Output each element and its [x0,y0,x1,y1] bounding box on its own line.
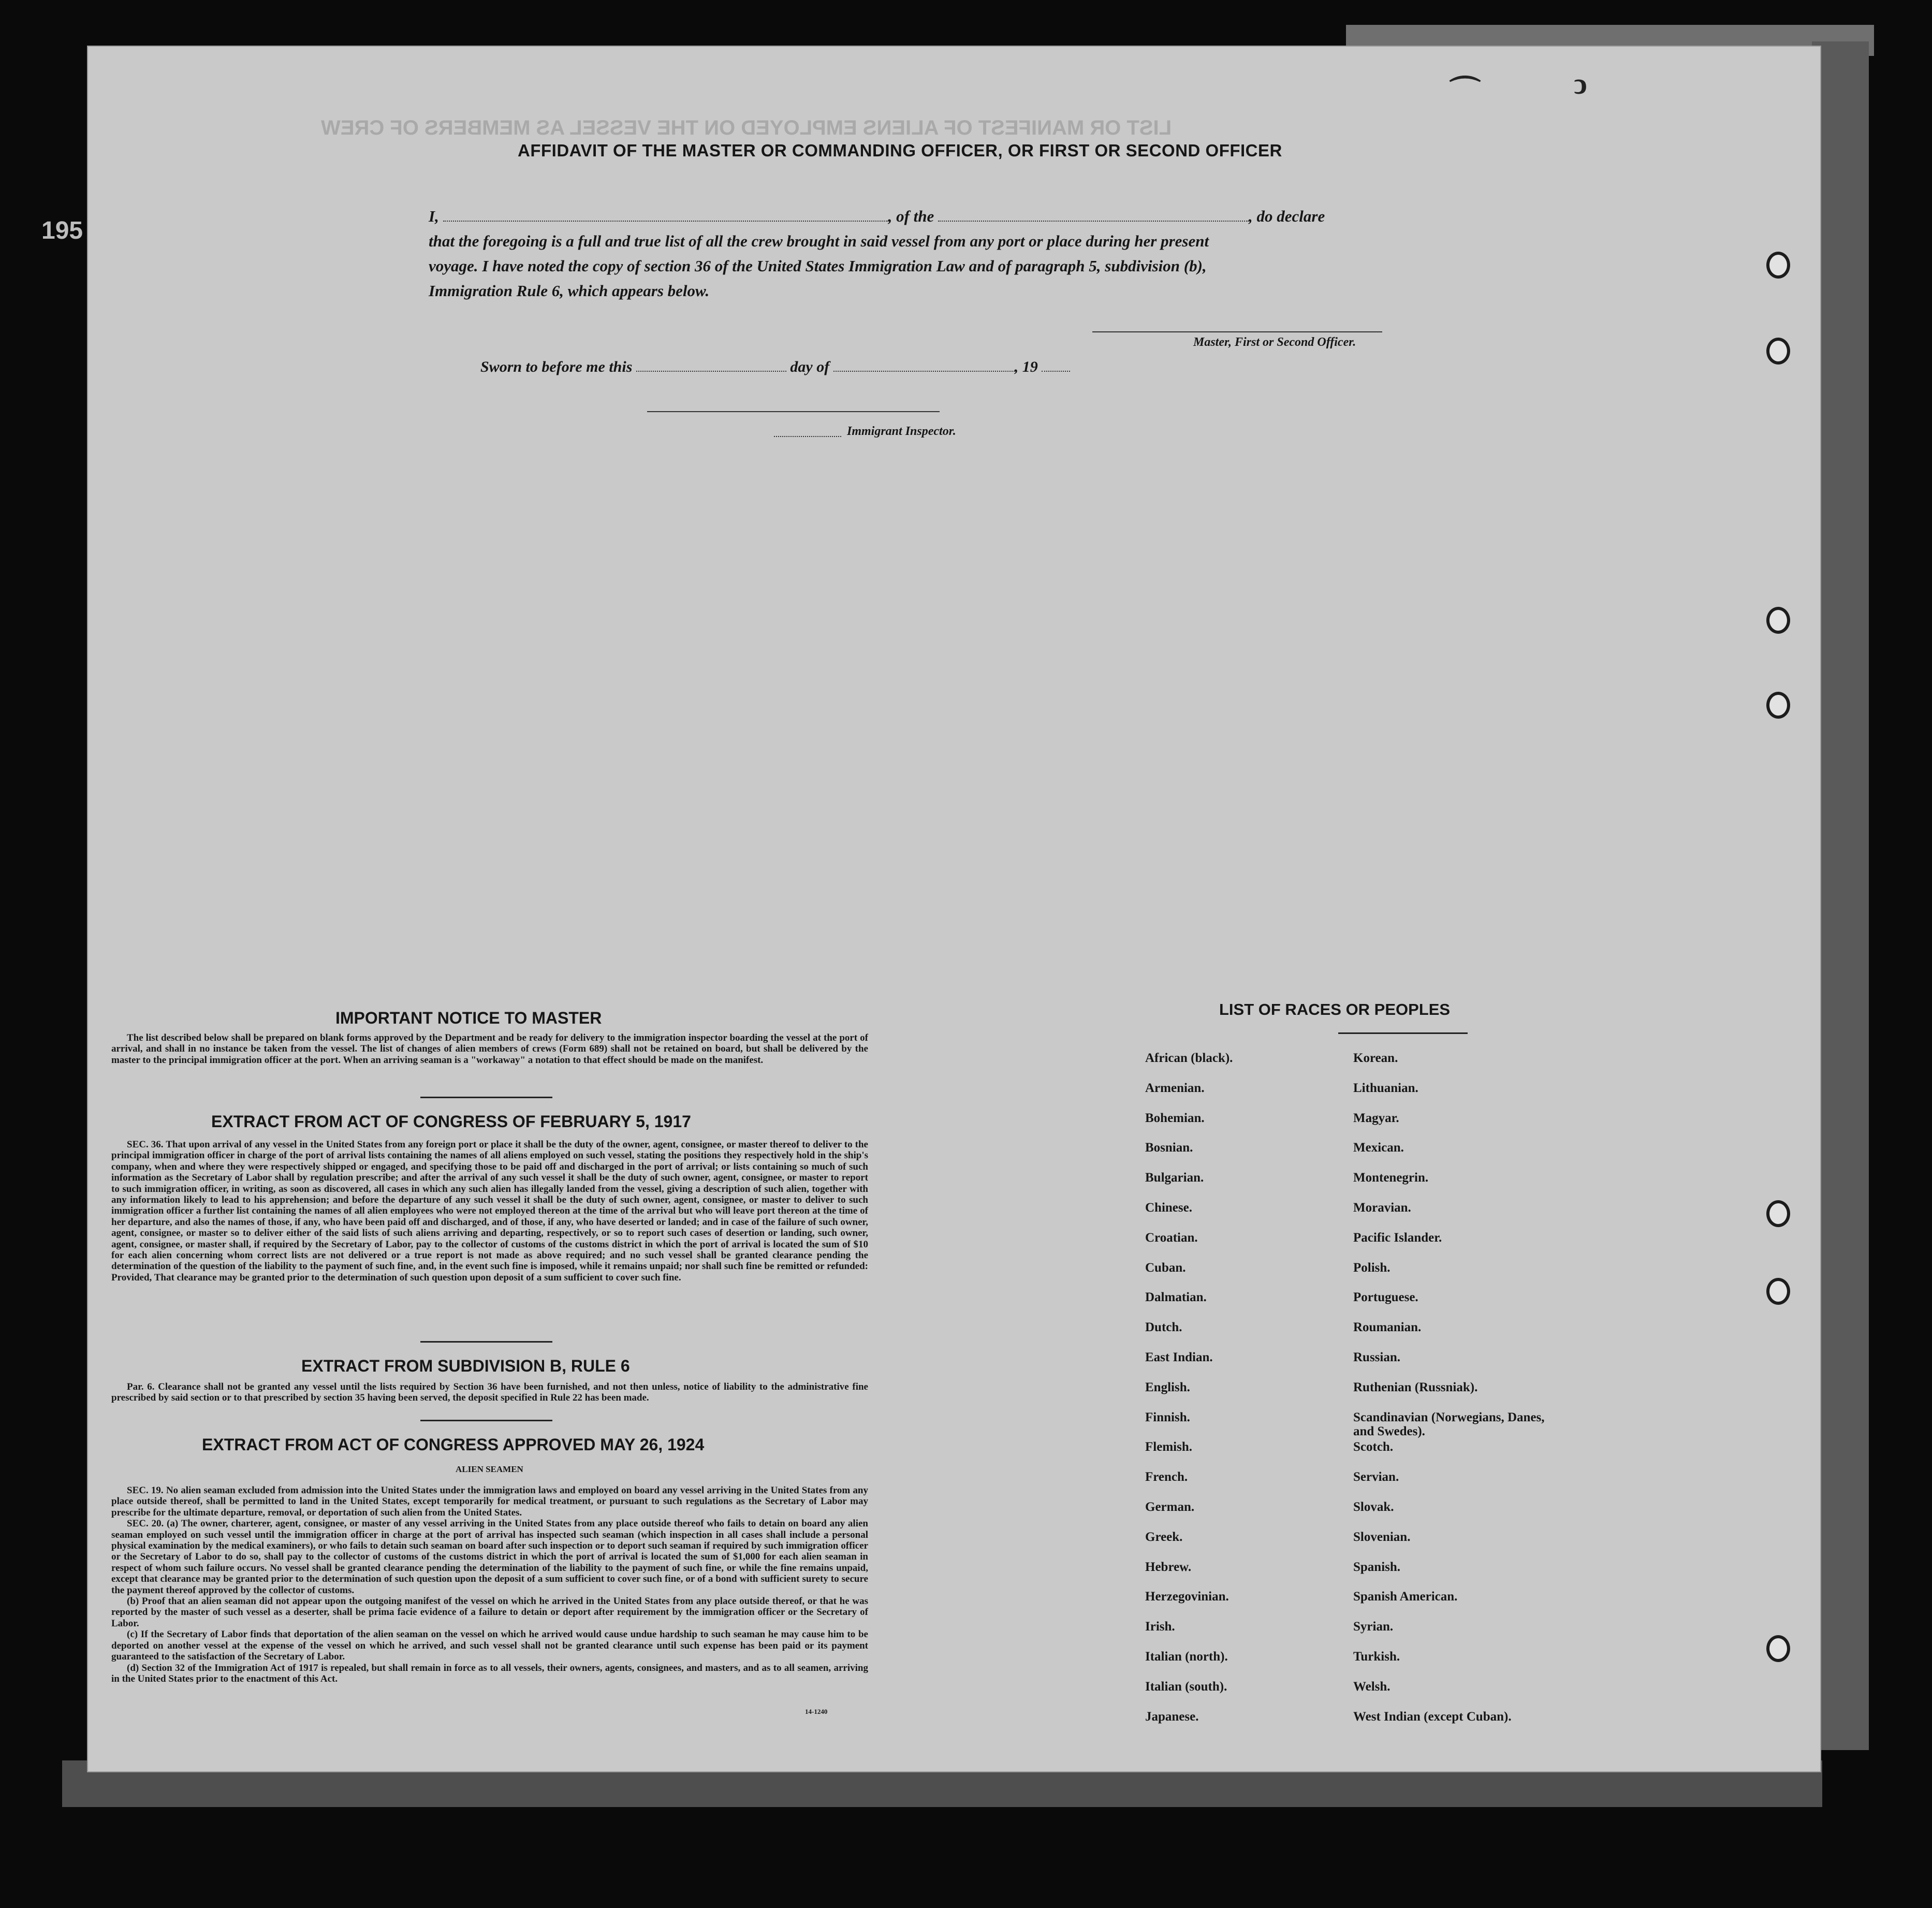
sworn-year-field[interactable] [1042,368,1070,372]
ink-mark: ⌒ [1450,75,1481,109]
race-item: Montenegrin. [1353,1171,1429,1185]
affidavit-of-the: , of the [888,207,934,225]
race-item: Bohemian. [1145,1111,1205,1125]
race-item: Korean. [1353,1051,1398,1065]
race-item: Turkish. [1353,1650,1400,1664]
race-item: English. [1145,1380,1190,1394]
punch-hole [1766,607,1790,634]
punch-hole [1766,1635,1790,1662]
divider [420,1097,552,1098]
name-field[interactable] [443,217,888,222]
sworn-month-field[interactable] [833,368,1015,372]
race-item: Irish. [1145,1620,1175,1634]
master-signature-line[interactable] [1092,331,1382,332]
divider [420,1341,552,1343]
race-item: Spanish. [1353,1560,1401,1574]
race-item: Cuban. [1145,1260,1186,1275]
sworn-text: Sworn to before me this [480,358,633,375]
race-item: Armenian. [1145,1081,1205,1095]
extract-1924-text [111,1485,868,1684]
race-item: Portuguese. [1353,1290,1418,1305]
extract-rule6-paragraph: Par. 6. Clearance shall not be granted any vessel until the lists required by Section 36 have been furnished, and not then unless, notice of liability to the administrative fine prescribed by said section or to that prescribed by section 35 having been served, the deposit specified in Rule 22 has been made. [111,1381,868,1404]
race-item: Bosnian. [1145,1141,1193,1155]
race-item: Lithuanian. [1353,1081,1418,1095]
notice-title: IMPORTANT NOTICE TO MASTER [335,1009,602,1027]
race-item: French. [1145,1470,1188,1484]
race-item: Italian (north). [1145,1650,1228,1664]
race-item: Syrian. [1353,1620,1394,1634]
race-item: Ruthenian (Russniak). [1353,1380,1478,1394]
affidavit-i: I, [429,207,439,225]
race-item: Roumanian. [1353,1320,1422,1335]
race-item: Flemish. [1145,1440,1192,1454]
punch-hole [1766,692,1790,719]
race-item: German. [1145,1500,1195,1514]
extract-1924-paragraph: SEC. 19. No alien seaman excluded from admission into the United States under the immigration laws and employed on board any vessel arriving in the United States from any place outside thereof, shall be permitted to land in the United States, except temporarily for medical treatment, or pursuant to such regulations as the Secretary of Labor may prescribe for the ultimate departure, removal, or deportation of such alien from the United States. [111,1485,868,1518]
race-item: Mexican. [1353,1141,1404,1155]
race-item: Herzegovinian. [1145,1590,1229,1604]
master-signature-label: Master, First or Second Officer. [1193,336,1356,349]
notice-paragraph: The list described below shall be prepared on blank forms approved by the Department and be ready for delivery to the immigration inspector boarding the vessel at the port of arrival, and shall in no instance be taken from the vessel. The list of changes of alien members of crews (Form 689) shall not be retained on board, but shall be delivered by the master to the principal immigration officer at the port. When an arriving seaman is a "workaway" a notation to that effect should be made on the manifest. [111,1032,868,1066]
stamp-number: 195 [41,217,83,244]
race-item: Scandinavian (Norwegians, Danes, and Swedes). [1353,1410,1545,1438]
year-prefix: , 19 [1014,358,1038,375]
race-item: Spanish American. [1353,1590,1458,1604]
extract-1917-paragraph: SEC. 36. That upon arrival of any vessel in the United States from any foreign port or place it shall be the duty of the owner, agent, consignee, or master thereof to deliver to the principal immigration officer in charge of the port of arrival lists containing the names of all aliens employed on such vessel, stating the positions they respectively hold in the ship's company, when and where they were respectively shipped or engaged, and specifying those to be paid off and discharged in the port of arrival; or lists containing so much of such information as the Secretary of Labor shall by regulation prescribe; and after the arrival of any such vessel it shall be the duty of such owner, agent, consignee, or master to report to such immigration officer, in writing, as soon as discovered, all cases in which any such alien has illegally landed from the vessel, giving a description of such alien, together with any information likely to lead to his apprehension; and before the departure of any such vessel it shall be the duty of such owner, agent, consignee, or master to deliver to such immigration officer a further list containing the names of all alien employees who were not employed thereon at the time of the arrival but who will leave port thereon at the time of her departure, and also the names of those, if any, who have been paid off and discharged, and of those, if any, who have deserted or landed; and in case of the failure of such owner, agent, consignee, or master so to deliver either of the said lists of such aliens arriving and departing, respectively, or so to report such cases of desertion or landing, such owner, agent, consignee, or master shall, if required by the Secretary of Labor, pay to the collector of customs of the customs district in which the port of arrival is located the sum of $10 for each alien concerning whom correct lists are not delivered or a true report is not made as above required; and no such vessel shall be granted clearance pending the determination of the question of the liability to the payment of such fine, and, in the event such fine is imposed, while it remains unpaid; nor shall such fine be remitted or refunded: Provided, That clearance may be granted prior to the determination of such question upon deposit of a sum sufficient to cover such fine. [111,1139,868,1283]
day-of-text: day of [790,358,830,375]
affidavit-do-declare: , do declare [1249,207,1325,225]
race-item: Croatian. [1145,1230,1198,1245]
affidavit-line-4: Immigration Rule 6, which appears below. [429,282,710,300]
extract-1924-title: EXTRACT FROM ACT OF CONGRESS APPROVED MAY 26, 1924 [202,1435,705,1454]
extract-rule6-text [111,1381,868,1404]
extract-1917-text [111,1139,868,1283]
race-item: Greek. [1145,1530,1183,1544]
race-item: Welsh. [1353,1679,1391,1694]
race-item: Slovak. [1353,1500,1394,1514]
inspector-signature-line[interactable] [647,411,940,412]
divider [420,1420,552,1421]
affidavit-line-2: that the foregoing is a full and true list of all the crew brought in said vessel from any port or place during her present [429,232,1209,250]
race-item: Servian. [1353,1470,1399,1484]
race-item: Pacific Islander. [1353,1230,1442,1245]
race-item: Slovenian. [1353,1530,1411,1544]
inspector-label-dash [774,436,841,437]
sworn-line [480,358,1153,376]
extract-rule6-title: EXTRACT FROM SUBDIVISION B, RULE 6 [301,1357,630,1375]
extract-1924-paragraph: (c) If the Secretary of Labor finds that deportation of the alien seaman on the vessel on which he arrived would cause undue hardship to such seaman he may cause him to be deported on another vessel at the expense of the vessel on which he arrived, and such vessel shall not be granted clearance until such expense has been paid or its payment guaranteed to the satisfaction of the Secretary of Labor. [111,1629,868,1663]
race-item: African (black). [1145,1051,1233,1065]
race-item: Scotch. [1353,1440,1394,1454]
affidavit-title: AFFIDAVIT OF THE MASTER OR COMMANDING OFFICER, OR FIRST OR SECOND OFFICER [518,141,1282,160]
ink-mark: ↄ [1574,67,1587,100]
race-item: Dalmatian. [1145,1290,1207,1305]
extract-1924-paragraph: (d) Section 32 of the Immigration Act of 1917 is repealed, but shall remain in force as to all vessels, their owners, agents, consignees, and masters, and as to all seamen, arriving in the United States prior to the enactment of this Act. [111,1662,868,1684]
races-divider [1338,1032,1468,1034]
race-item: Finnish. [1145,1410,1190,1424]
race-item: Polish. [1353,1260,1391,1275]
punch-hole [1766,1200,1790,1227]
race-item: Italian (south). [1145,1679,1227,1694]
race-item: Moravian. [1353,1201,1411,1215]
form-number: 14-1240 [805,1708,828,1715]
race-item: Japanese. [1145,1709,1199,1724]
race-item: Dutch. [1145,1320,1182,1335]
punch-hole [1766,1278,1790,1305]
race-item: Magyar. [1353,1111,1399,1125]
race-item: Russian. [1353,1350,1401,1364]
race-item: West Indian (except Cuban). [1353,1709,1512,1724]
inspector-signature-label: Immigrant Inspector. [847,425,956,438]
notice-text [111,1032,868,1066]
extract-1924-paragraph: (b) Proof that an alien seaman did not appear upon the outgoing manifest of the vessel on which he arrived in the United States from any place outside thereof, or that he was reported by the master of such vessel as a deserter, shall be prima facie evidence of a failure to detain or deport after requirement by the immigration officer or the Secretary of Labor. [111,1596,868,1629]
sworn-day-field[interactable] [636,368,786,372]
punch-hole [1766,338,1790,365]
races-title: LIST OF RACES OR PEOPLES [1219,1000,1451,1018]
race-item: East Indian. [1145,1350,1213,1364]
affidavit-line-3: voyage. I have noted the copy of section 36 of the United States Immigration Law and of paragraph 5, subdivision (b), [429,257,1207,275]
extract-1924-paragraph: SEC. 20. (a) The owner, charterer, agent, consignee, or master of any vessel arriving in the United States from any place outside thereof who fails to detain on board any alien seaman employed on such vessel until the immigration officer in charge at the port of arrival has inspected such seaman (which inspection in all cases shall include a personal physical examination by the medical examiners), or who fails to detain such seaman on board after such inspection or to deport such seaman if required by such immigration officer or the Secretary of Labor to do so, shall pay to the collector of customs of the customs district in which the port of arrival is located the sum of $1,000 for each alien seaman in respect of whom such failure occurs. No vessel shall be granted clearance pending the determination of the liability to the payment of such fine, or while the fine remains unpaid, except that clearance may be granted prior to the determination of such question upon the deposit of a sum sufficient to cover such fine, or of a bond with sufficient surety to secure the payment thereof approved by the collector of customs. [111,1518,868,1596]
extract-1917-title: EXTRACT FROM ACT OF CONGRESS OF FEBRUARY 5, 1917 [211,1112,691,1131]
race-item: Bulgarian. [1145,1171,1204,1185]
punch-hole [1766,252,1790,279]
race-item: Hebrew. [1145,1560,1192,1574]
vessel-field[interactable] [938,217,1249,222]
ghost-heading: LIST OR MANIFEST OF ALIENS EMPLOYED ON THE VESSEL AS MEMBERS OF CREW [321,116,1172,139]
affidavit-line-1 [429,207,1433,226]
extract-1924-subtitle: ALIEN SEAMEN [456,1464,523,1474]
race-item: Chinese. [1145,1201,1192,1215]
